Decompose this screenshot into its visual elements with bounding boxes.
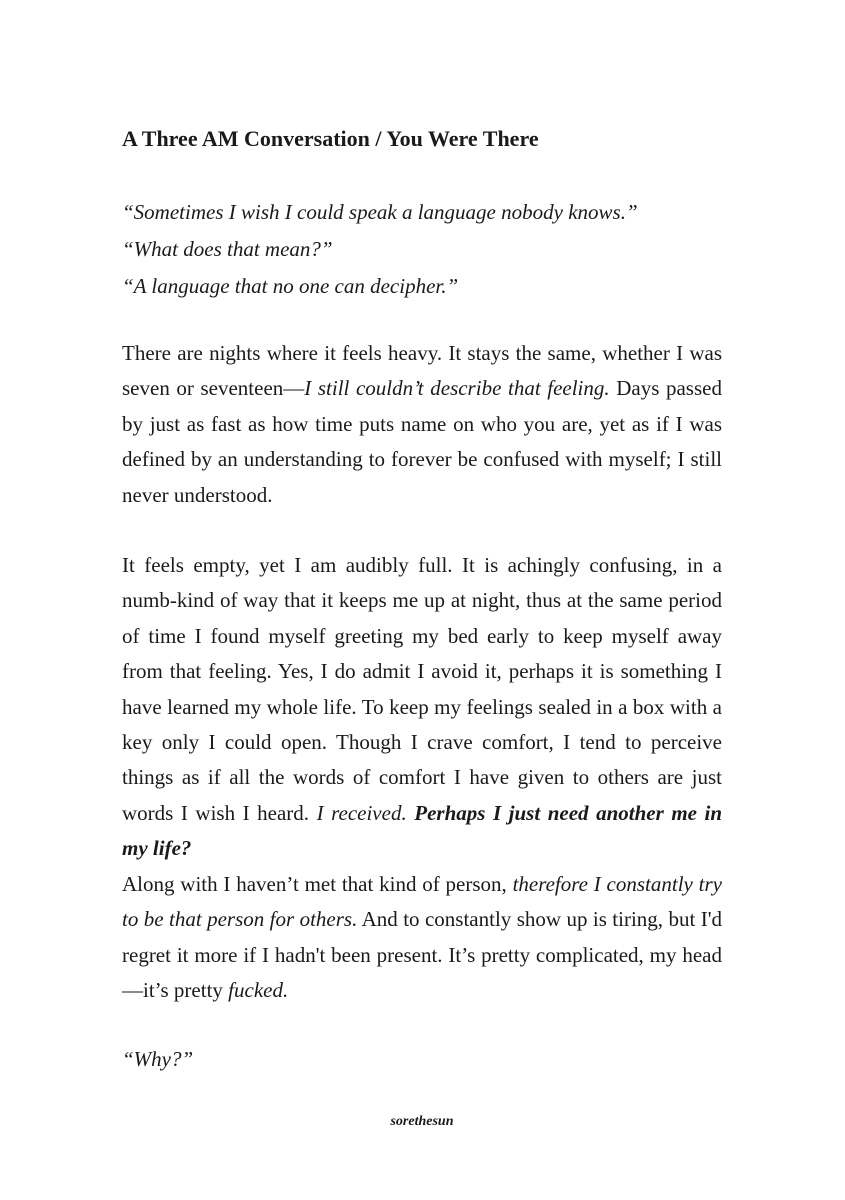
paragraph-2-bold-italic: Perhaps I just need another me in my life? <box>122 800 723 861</box>
paragraph-2-text-a: It feels empty, yet I am audibly full. It is achingly confusing, in a numb-kind of way that it keeps me up at night, thus at the same period of time I found myself greeting my bed early to keep myself away from that feeling. Yes, I do admit I avoid it, perhaps it is something I have learned my whole life. To keep my feelings sealed in a box with a key only I could open. Though I crave comfort, I tend to perceive things as if all the words of comfort I have given to others are just words I wish I heard. <box>122 553 722 825</box>
paragraph-2-italic: I received. <box>316 800 407 825</box>
closing-question: “Why?” <box>122 1047 194 1071</box>
paragraph-1 <box>122 336 722 513</box>
dialogue-block <box>122 194 638 305</box>
paragraph-1-italic: I still couldn’t describe that feeling. <box>304 376 610 401</box>
paragraph-3-text-a: Along with I haven’t met that kind of person, <box>122 872 513 896</box>
paragraph-2 <box>122 548 722 867</box>
document-title: A Three AM Conversation / You Were There <box>122 126 539 151</box>
dialogue-line-1: “Sometimes I wish I could speak a language nobody knows.” <box>122 200 638 224</box>
paragraph-3 <box>122 867 722 1009</box>
paragraph-1-text-a: There are nights where it feels heavy. It stays the same, whether I was seven or seventeen— <box>122 341 722 401</box>
paragraph-1-text-b: Days passed by just as fast as how time puts name on who you are, yet as if I was defined by an understanding to forever be confused with myself; I still never understood. <box>122 376 722 507</box>
paragraph-3-italic-b: fucked. <box>228 978 289 1003</box>
dialogue-line-2: “What does that mean?” <box>122 237 333 261</box>
dialogue-line-3: “A language that no one can decipher.” <box>122 274 459 298</box>
author-signature: sorethesun <box>390 1114 454 1129</box>
paragraph-3-text-b: And to constantly show up is tiring, but I'd regret it more if I hadn't been present. It’s pretty complicated, my head—it’s pretty <box>122 907 722 1003</box>
paragraph-3-italic-a: therefore I constantly try to be that person for others. <box>122 872 722 932</box>
